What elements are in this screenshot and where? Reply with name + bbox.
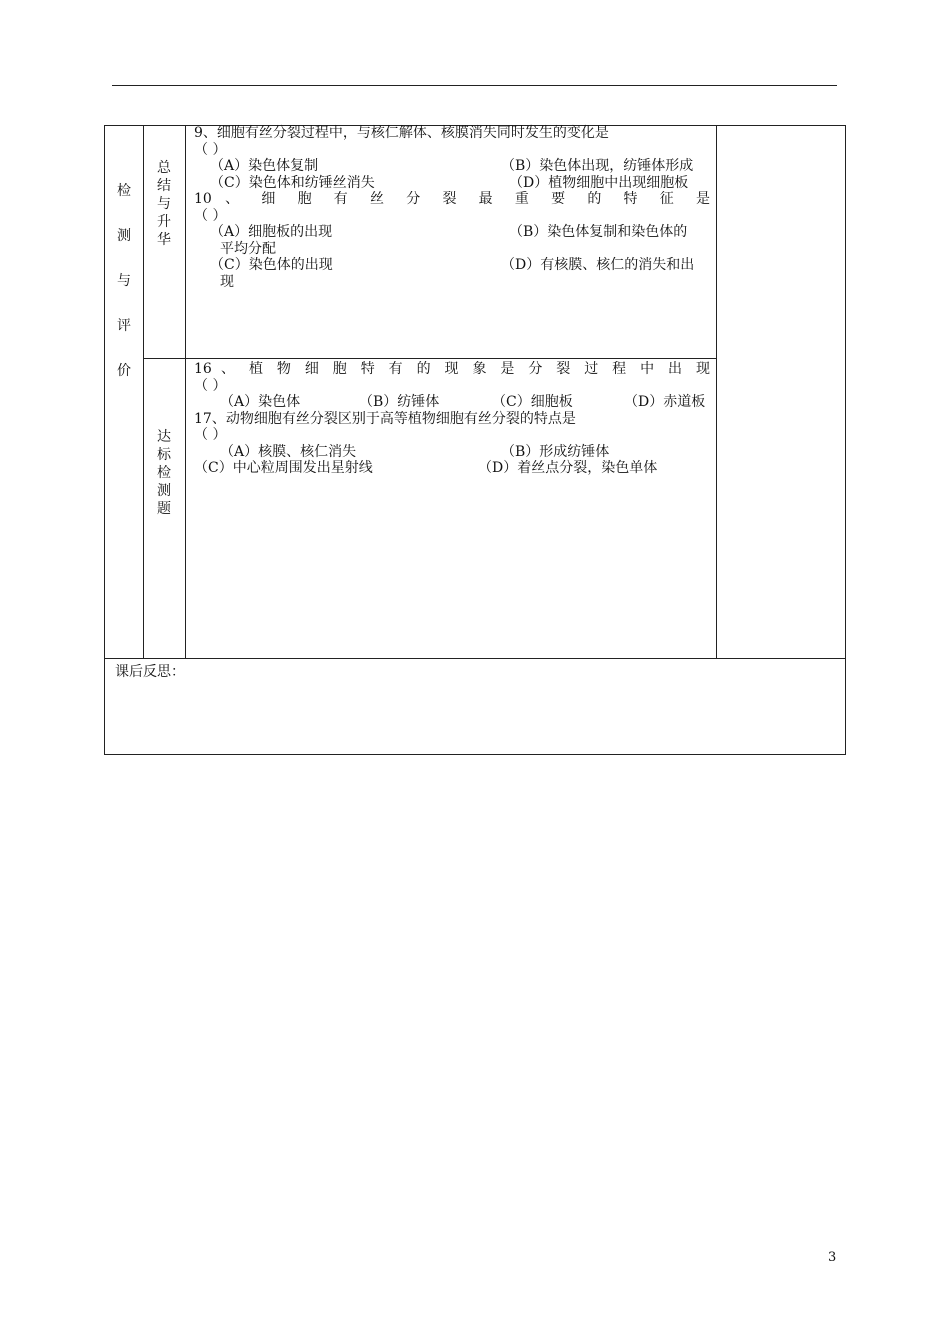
q10-paren: （ ） <box>194 207 227 224</box>
q10-options-ab <box>194 224 710 241</box>
q17-paren: （ ） <box>194 427 227 443</box>
q16-paren: （ ） <box>194 377 227 394</box>
q17-option-a: （A）核膜、核仁消失 <box>220 443 357 460</box>
summary-content <box>194 125 710 290</box>
q10-option-d: （D）有核膜、核仁的消失和出 <box>501 257 695 273</box>
q17-stem: 17、动物细胞有丝分裂区别于高等植物细胞有丝分裂的特点是 <box>194 410 576 427</box>
page-number: 3 <box>828 1250 837 1265</box>
evaluation-table <box>104 125 846 755</box>
test-content <box>194 361 710 477</box>
q16-option-a: （A）染色体 <box>220 394 301 410</box>
q17-option-c: （C）中心粒周围发出星射线 <box>194 460 373 476</box>
summary-label: 总 结 与 升 华 <box>157 160 171 248</box>
q16-stem: 16 、 植 物 细 胞 特 有 的 现 象 是 分 裂 过 程 中 出 现 <box>194 361 710 377</box>
q10-option-b-cont: 平均分配 <box>220 240 276 257</box>
q17-options-ab <box>194 444 710 461</box>
column-divider-2 <box>185 126 186 658</box>
q16-option-b: （B）纺锤体 <box>359 394 440 410</box>
q9-options-cd <box>194 175 710 192</box>
q10-option-b: （B）染色体复制和染色体的 <box>509 224 688 240</box>
q9-option-c: （C）染色体和纺锤丝消失 <box>210 174 375 191</box>
q9-paren: （ ） <box>194 141 227 158</box>
q9-option-d: （D）植物细胞中出现细胞板 <box>509 174 689 191</box>
q17-option-d: （D）着丝点分裂，染色单体 <box>478 460 658 476</box>
q9-option-a: （A）染色体复制 <box>210 158 319 174</box>
q9-stem: 9、细胞有丝分裂过程中，与核仁解体、核膜消失同时发生的变化是 <box>194 125 609 141</box>
row-divider-middle <box>143 358 716 359</box>
header-rule <box>112 85 837 86</box>
q16-option-d: （D）赤道板 <box>624 394 706 410</box>
test-label: 达 标 检 测 题 <box>157 429 171 517</box>
q9-options-ab <box>194 158 710 175</box>
q10-option-d-cont: 现 <box>220 273 234 290</box>
q10-option-c: （C）染色体的出现 <box>210 257 333 273</box>
q16-option-c: （C）细胞板 <box>492 394 573 410</box>
q10-option-a: （A）细胞板的出现 <box>210 224 333 240</box>
section-label: 检 测 与 评 价 <box>117 183 131 379</box>
q9-option-b: （B）染色体出现，纺锤体形成 <box>501 158 694 174</box>
column-divider-3 <box>716 126 717 658</box>
q16-options <box>194 394 710 411</box>
q10-options-cd <box>194 257 710 274</box>
q17-options-cd <box>194 460 710 477</box>
row-divider-reflection <box>105 658 845 659</box>
q10-stem: 10 、 细 胞 有 丝 分 裂 最 重 要 的 特 征 是 <box>194 191 710 207</box>
q17-option-b: （B）形成纺锤体 <box>501 443 610 460</box>
reflection-label: 课后反思： <box>115 664 185 680</box>
